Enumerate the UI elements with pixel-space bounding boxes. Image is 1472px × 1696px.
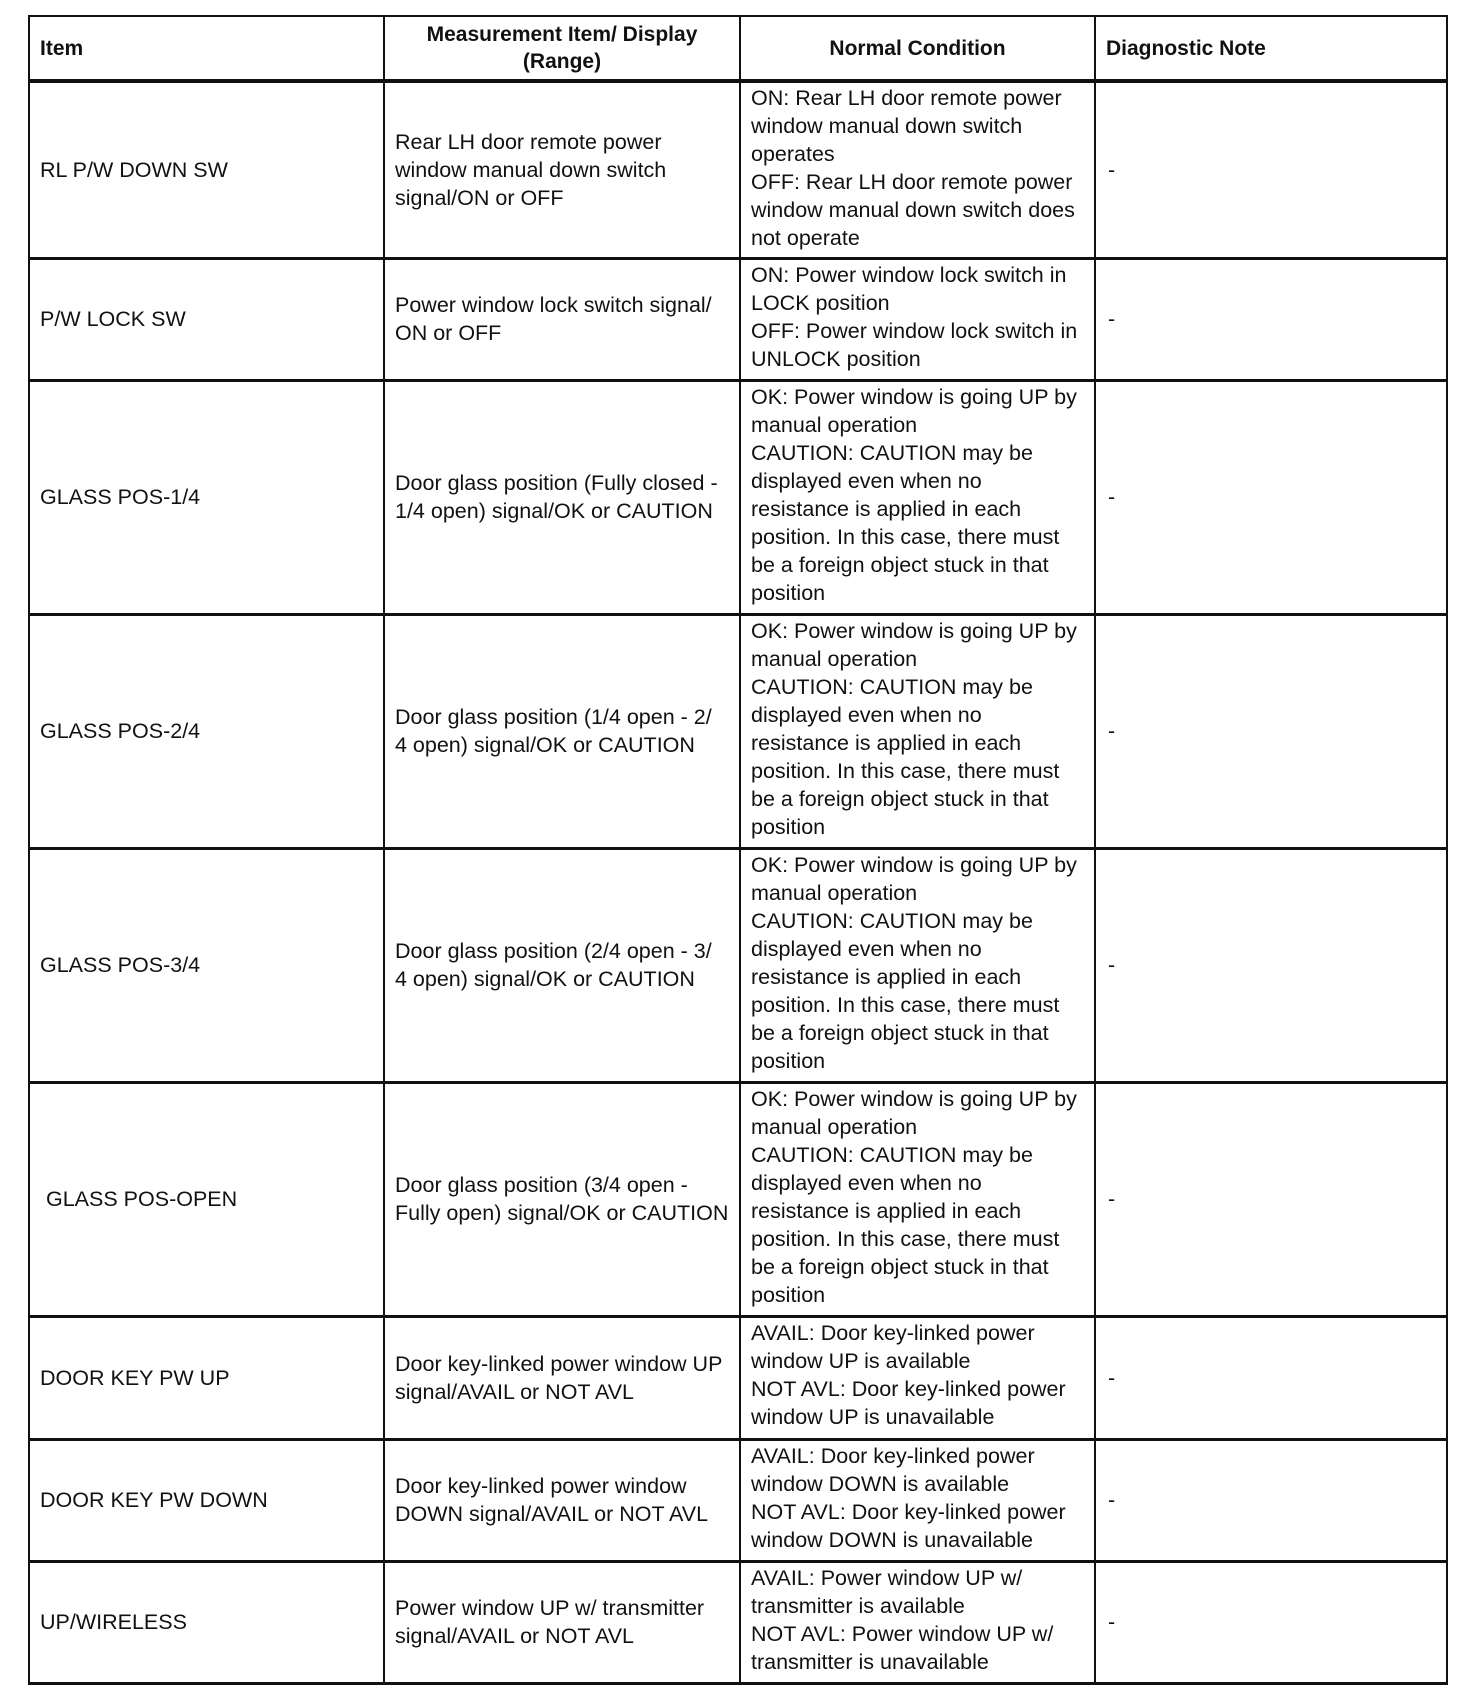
table-row (29, 1082, 1447, 1316)
header-diagnostic-note: Diagnostic Note (1095, 16, 1447, 81)
condition-line: CAUTION: CAUTION may be displayed even when no resistance is applied in each position. In this case, there must be a foreign object stuck in that position (751, 1142, 1060, 1307)
cell-diagnostic-note: - (1095, 1439, 1447, 1561)
condition-line: CAUTION: CAUTION may be displayed even when no resistance is applied in each position. In this case, there must be a foreign object stuck in that position (751, 674, 1060, 839)
table-row (29, 1316, 1447, 1439)
table-row (29, 81, 1447, 258)
cell-item: P/W LOCK SW (29, 258, 384, 380)
cell-diagnostic-note: - (1095, 1316, 1447, 1439)
table-header (29, 16, 1447, 81)
cell-measurement: Power window lock switch signal/ ON or OFF (384, 258, 740, 380)
cell-diagnostic-note: - (1095, 81, 1447, 258)
cell-normal-condition (740, 1082, 1095, 1316)
condition-line: NOT AVL: Door key-linked power window UP is unavailable (751, 1376, 1066, 1429)
cell-diagnostic-note: - (1095, 380, 1447, 614)
header-normal-condition: Normal Condition (740, 16, 1095, 81)
cell-measurement: Door key-linked power window UP signal/AVAIL or NOT AVL (384, 1316, 740, 1439)
cell-diagnostic-note: - (1095, 848, 1447, 1082)
table-row (29, 1439, 1447, 1561)
cell-measurement: Power window UP w/ transmitter signal/AVAIL or NOT AVL (384, 1561, 740, 1683)
cell-normal-condition (740, 380, 1095, 614)
table-row (29, 258, 1447, 380)
condition-line: ON: Rear LH door remote power window manual down switch operates (751, 86, 1062, 166)
cell-item: GLASS POS-1/4 (29, 380, 384, 614)
cell-measurement: Door glass position (Fully closed - 1/4 open) signal/OK or CAUTION (384, 380, 740, 614)
condition-line: AVAIL: Door key-linked power window UP is available (751, 1320, 1035, 1373)
cell-measurement: Rear LH door remote power window manual down switch signal/ON or OFF (384, 81, 740, 258)
cell-item: UP/WIRELESS (29, 1561, 384, 1683)
cell-diagnostic-note: - (1095, 1082, 1447, 1316)
table-body (29, 81, 1447, 1683)
header-measurement: Measurement Item/ Display (Range) (384, 16, 740, 81)
cell-measurement: Door key-linked power window DOWN signal/AVAIL or NOT AVL (384, 1439, 740, 1561)
condition-line: CAUTION: CAUTION may be displayed even when no resistance is applied in each position. In this case, there must be a foreign object stuck in that position (751, 908, 1060, 1073)
condition-line: OFF: Power window lock switch in UNLOCK position (751, 318, 1078, 371)
condition-line: OFF: Rear LH door remote power window manual down switch does not operate (751, 170, 1075, 250)
condition-line: OK: Power window is going UP by manual operation (751, 852, 1077, 905)
cell-normal-condition (740, 848, 1095, 1082)
table-row (29, 614, 1447, 848)
cell-item: DOOR KEY PW DOWN (29, 1439, 384, 1561)
cell-item: RL P/W DOWN SW (29, 81, 384, 258)
cell-item: GLASS POS-2/4 (29, 614, 384, 848)
condition-line: AVAIL: Door key-linked power window DOWN is available (751, 1443, 1035, 1496)
condition-line: OK: Power window is going UP by manual operation (751, 384, 1077, 437)
condition-line: AVAIL: Power window UP w/ transmitter is available (751, 1565, 1023, 1618)
cell-normal-condition (740, 1561, 1095, 1683)
cell-normal-condition (740, 1439, 1095, 1561)
cell-item: DOOR KEY PW UP (29, 1316, 384, 1439)
data-list-table (28, 15, 1448, 1685)
cell-diagnostic-note: - (1095, 614, 1447, 848)
cell-diagnostic-note: - (1095, 258, 1447, 380)
cell-normal-condition (740, 1316, 1095, 1439)
cell-item: GLASS POS-3/4 (29, 848, 384, 1082)
cell-normal-condition (740, 258, 1095, 380)
cell-measurement: Door glass position (3/4 open - Fully open) signal/OK or CAUTION (384, 1082, 740, 1316)
table-row (29, 1561, 1447, 1683)
condition-line: CAUTION: CAUTION may be displayed even when no resistance is applied in each position. In this case, there must be a foreign object stuck in that position (751, 440, 1060, 605)
condition-line: ON: Power window lock switch in LOCK position (751, 262, 1067, 315)
condition-line: OK: Power window is going UP by manual operation (751, 1086, 1077, 1139)
condition-line: NOT AVL: Power window UP w/ transmitter is unavailable (751, 1621, 1054, 1674)
cell-measurement: Door glass position (2/4 open - 3/ 4 open) signal/OK or CAUTION (384, 848, 740, 1082)
condition-line: OK: Power window is going UP by manual operation (751, 618, 1077, 671)
condition-line: NOT AVL: Door key-linked power window DOWN is unavailable (751, 1499, 1066, 1552)
table-row (29, 380, 1447, 614)
cell-item: GLASS POS-OPEN (29, 1082, 384, 1316)
table-row (29, 848, 1447, 1082)
cell-normal-condition (740, 614, 1095, 848)
cell-normal-condition (740, 81, 1095, 258)
cell-measurement: Door glass position (1/4 open - 2/ 4 open) signal/OK or CAUTION (384, 614, 740, 848)
header-item: Item (29, 16, 384, 81)
header-row (29, 16, 1447, 81)
cell-diagnostic-note: - (1095, 1561, 1447, 1683)
